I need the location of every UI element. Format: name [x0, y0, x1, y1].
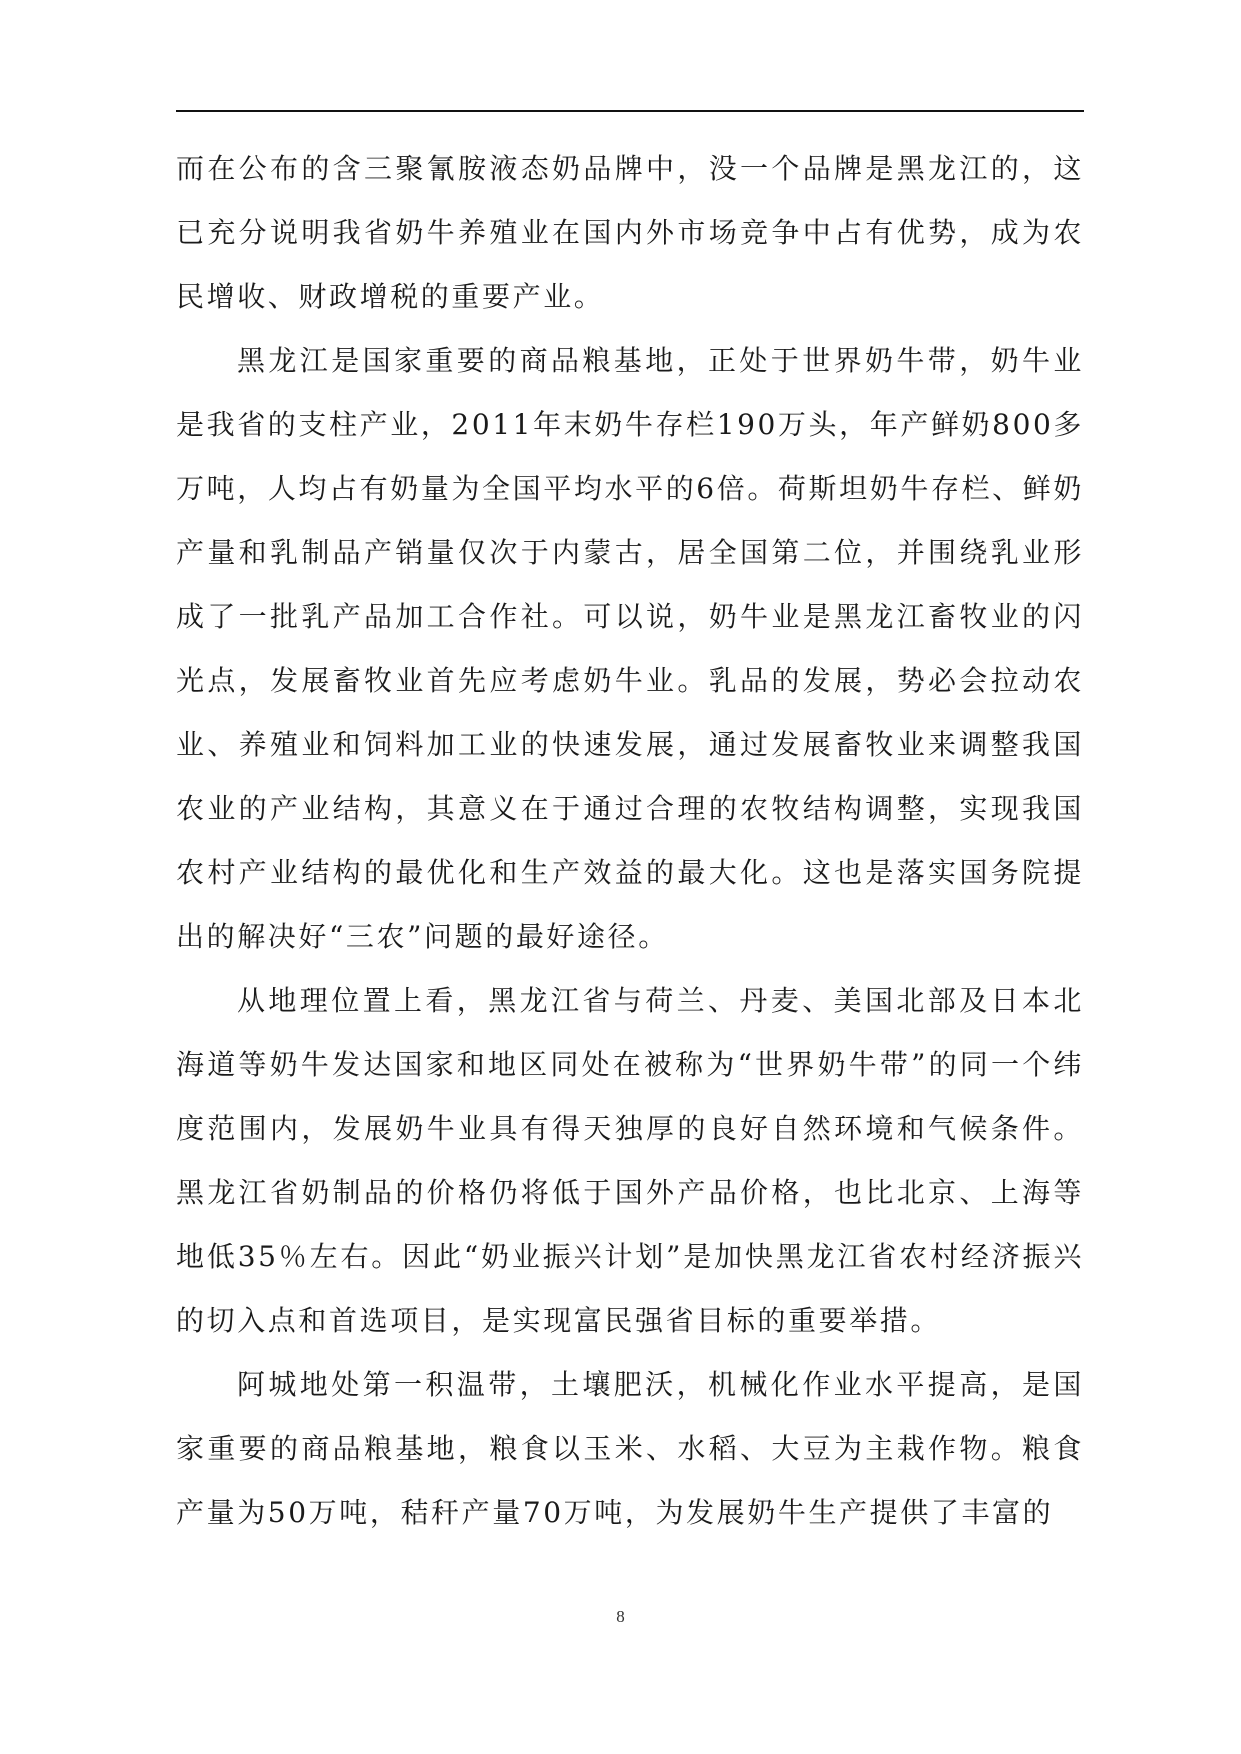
paragraph-continuation: 而在公布的含三聚氰胺液态奶品牌中，没一个品牌是黑龙江的，这已充分说明我省奶牛养殖业在国内外市场竞争中占有优势，成为农民增收、财政增税的重要产业。: [176, 152, 1084, 313]
paragraph-dairy-industry: 黑龙江是国家重要的商品粮基地，正处于世界奶牛带，奶牛业是我省的支柱产业，2011年末奶牛存栏190万头，年产鲜奶800多万吨，人均占有奶量为全国平均水平的6倍。荷斯坦奶牛存栏、鲜奶产量和乳制品产销量仅次于内蒙古，居全国第二位，并围绕乳业形成了一批乳产品加工合作社。可以说，奶牛业是黑龙江畜牧业的闪光点，发展畜牧业首先应考虑奶牛业。乳品的发展，势必会拉动农业、养殖业和饲料加工业的快速发展，通过发展畜牧业来调整我国农业的产业结构，其意义在于通过合理的农牧结构调整，实现我国农村产业结构的最优化和生产效益的最大化。这也是落实国务院提出的解决好“三农”问题的最好途径。: [176, 344, 1084, 953]
body-text: [176, 137, 1084, 1545]
page-number: 8: [616, 1607, 625, 1626]
paragraph-geography: 从地理位置上看，黑龙江省与荷兰、丹麦、美国北部及日本北海道等奶牛发达国家和地区同处在被称为“世界奶牛带”的同一个纬度范围内，发展奶牛业具有得天独厚的良好自然环境和气候条件。黑龙江省奶制品的价格仍将低于国外产品价格，也比北京、上海等地低35％左右。因此“奶业振兴计划”是加快黑龙江省农村经济振兴的切入点和首选项目，是实现富民强省目标的重要举措。: [176, 984, 1084, 1337]
header-rule: [176, 110, 1084, 112]
paragraph-acheng: 阿城地处第一积温带，土壤肥沃，机械化作业水平提高，是国家重要的商品粮基地，粮食以玉米、水稻、大豆为主栽作物。粮食产量为50万吨，秸秆产量70万吨，为发展奶牛生产提供了丰富的: [176, 1368, 1084, 1529]
